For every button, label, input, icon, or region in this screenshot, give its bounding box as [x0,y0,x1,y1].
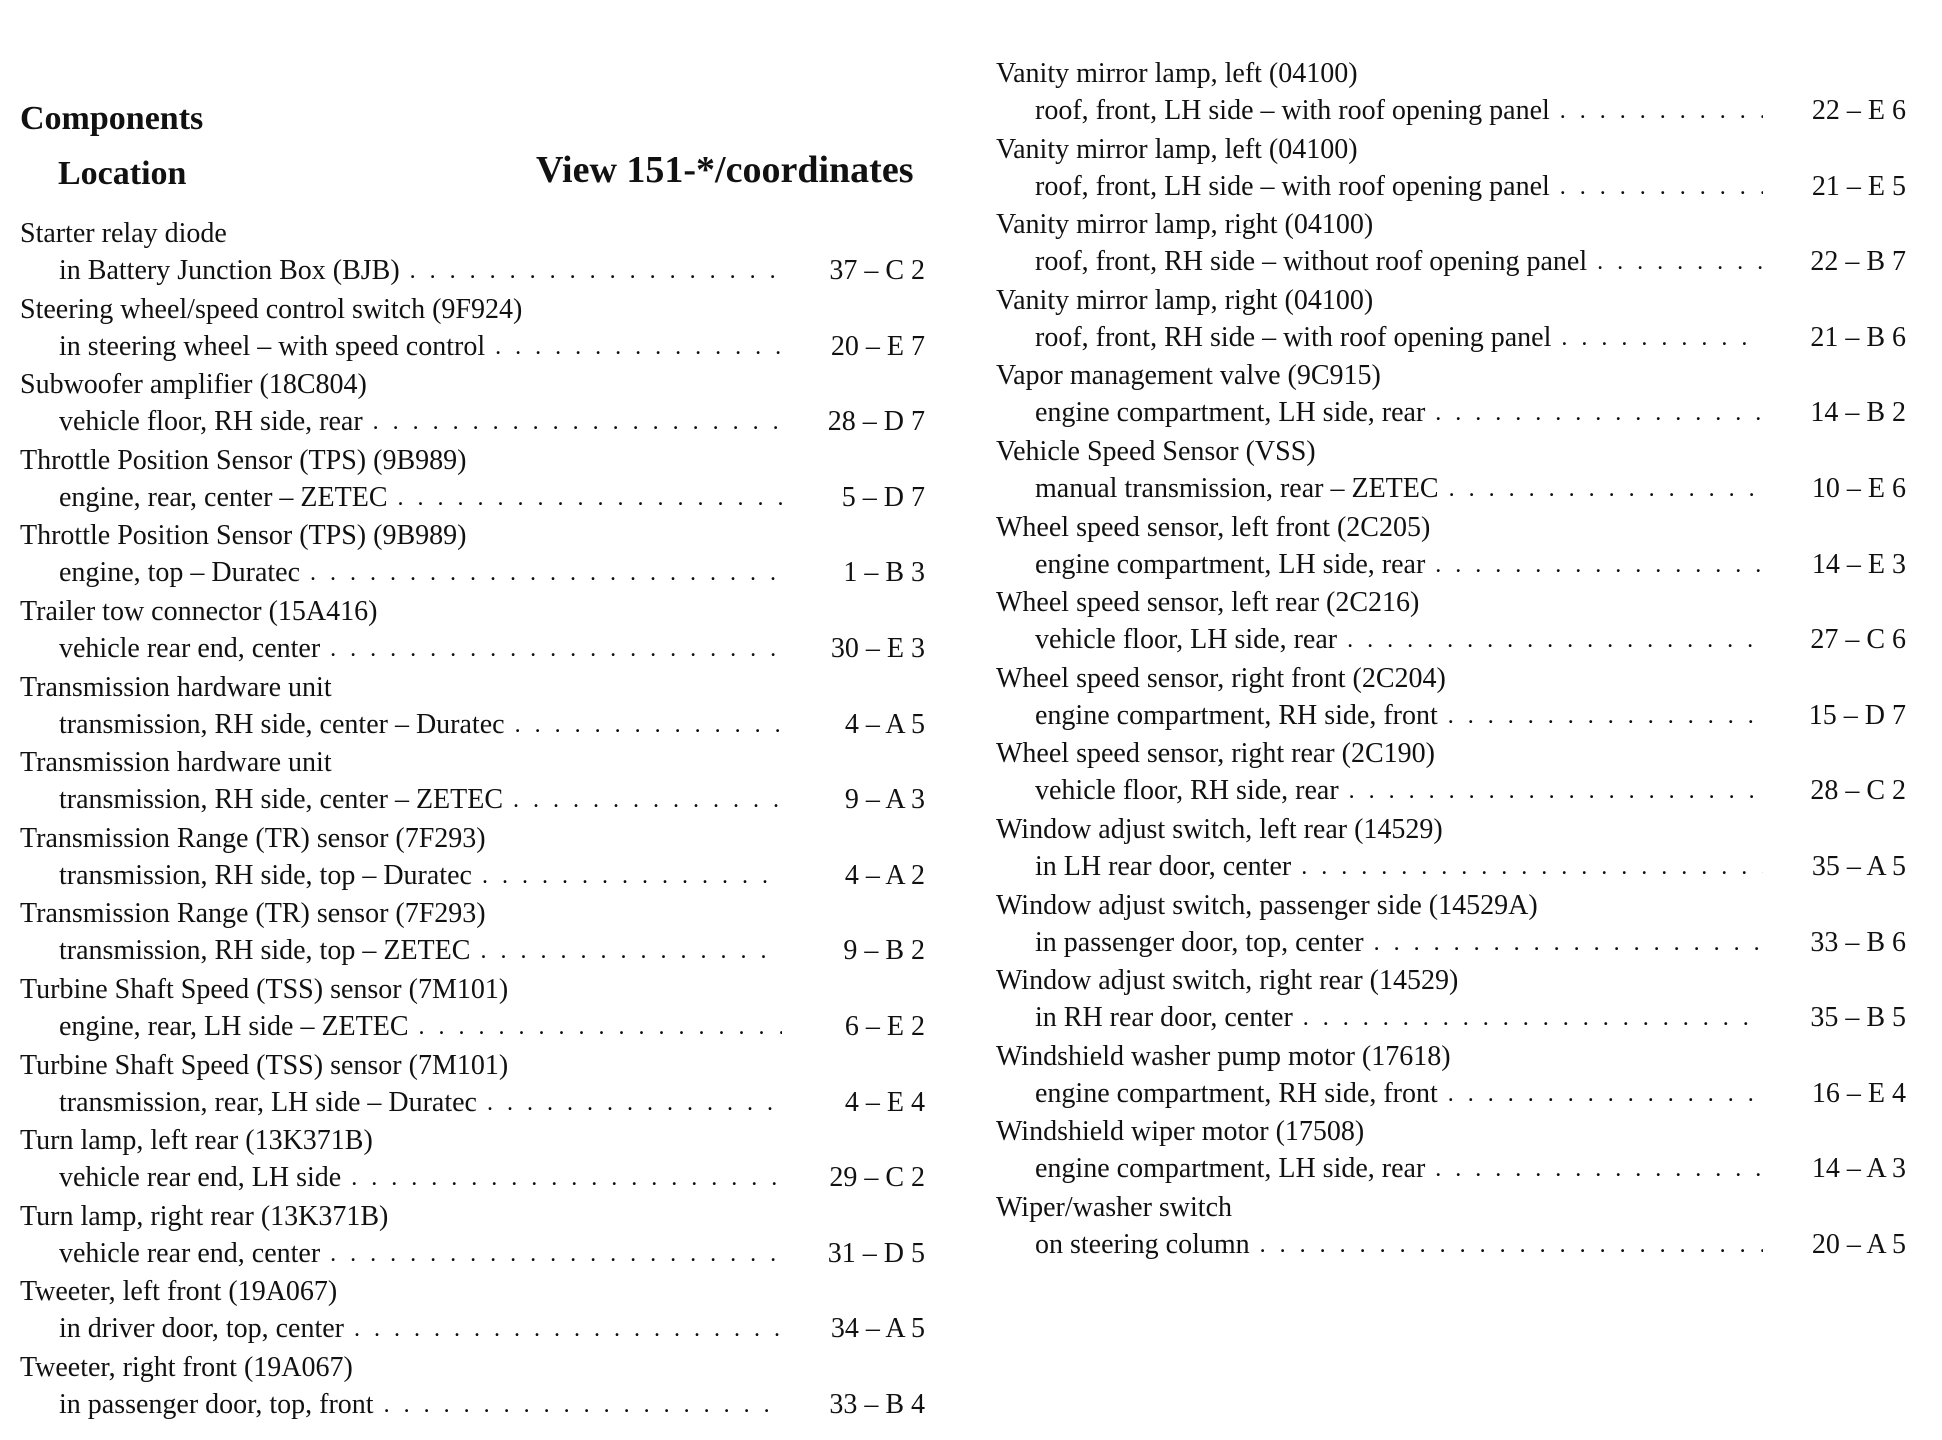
component-location: in driver door, top, center [59,1313,345,1345]
component-location: vehicle floor, LH side, rear [1035,624,1338,656]
component-entry [20,1047,925,1123]
view-coordinate: 33 – B 4 [829,1388,925,1420]
dot-leader [398,479,783,517]
dot-leader [1260,1226,1763,1264]
view-coordinate: 9 – B 2 [843,935,925,967]
dot-leader [515,706,782,744]
component-name: Starter relay diode [20,218,227,249]
view-coordinate: 1 – B 3 [843,557,925,589]
dot-leader [310,554,782,592]
component-location: in steering wheel – with speed control [59,330,486,362]
component-name: Windshield wiper motor (17508) [996,1116,1365,1148]
dot-leader [513,781,782,819]
dot-leader [384,1386,782,1424]
view-coordinate: 14 – E 3 [1811,548,1906,580]
right-entry-list [996,55,1906,1265]
component-location-row [59,252,925,290]
component-location-row [1035,999,1906,1037]
dot-leader [1449,470,1763,508]
component-name: Vanity mirror lamp, right (04100) [996,284,1374,316]
component-entry [996,887,1906,963]
view-coordinate: 21 – B 6 [1810,321,1906,353]
component-entry [996,962,1906,1038]
dot-leader [351,1159,782,1197]
component-location: vehicle rear end, center [59,1237,321,1269]
dot-leader [330,630,782,668]
dot-leader [1561,319,1763,357]
view-coordinate: 14 – B 2 [1810,397,1906,429]
dot-leader [495,328,782,366]
component-name: Turn lamp, left rear (13K371B) [20,1125,373,1157]
dot-leader [1374,924,1763,962]
component-location-row [1035,621,1906,659]
component-location: engine compartment, LH side, rear [1035,548,1426,580]
dot-leader [1303,999,1763,1037]
view-coordinate: 5 – D 7 [841,481,925,513]
component-name: Vehicle Speed Sensor (VSS) [996,435,1316,467]
dot-leader [482,857,782,895]
component-name: Wheel speed sensor, right front (2C204) [996,662,1446,694]
component-name: Steering wheel/speed control switch (9F924) [20,293,523,325]
component-entry [20,442,925,518]
component-entry [20,820,925,896]
component-location: transmission, RH side, top – Duratec [59,859,472,891]
component-name: Tweeter, right front (19A067) [20,1351,353,1383]
component-entry [20,895,925,971]
dot-leader [1349,772,1763,810]
component-name: Turbine Shaft Speed (TSS) sensor (7M101) [20,973,509,1005]
component-location: manual transmission, rear – ZETEC [1035,472,1439,504]
component-location-row [1035,1150,1906,1188]
dot-leader [1597,243,1763,281]
component-name: Window adjust switch, right rear (14529) [996,965,1459,997]
view-coordinate: 15 – D 7 [1808,699,1906,731]
component-entry [996,1038,1906,1114]
component-location: roof, front, RH side – without roof opening panel [1035,246,1588,278]
dot-leader [410,252,782,290]
component-name: Wiper/washer switch [996,1191,1233,1223]
component-entry [996,509,1906,585]
component-entry [996,660,1906,736]
component-entry [996,282,1906,358]
component-location: transmission, rear, LH side – Duratec [59,1086,477,1118]
component-entry [20,669,925,745]
view-coordinate: 35 – A 5 [1811,850,1906,882]
component-location: transmission, RH side, top – ZETEC [59,935,471,967]
component-name: Transmission Range (TR) sensor (7F293) [20,822,486,854]
component-entry [996,131,1906,207]
component-entry [996,735,1906,811]
dot-leader [354,1310,782,1348]
component-location-row [59,630,925,668]
component-name: Vanity mirror lamp, left (04100) [996,133,1358,165]
component-name: Throttle Position Sensor (TPS) (9B989) [20,520,467,552]
component-location: in LH rear door, center [1035,850,1292,882]
component-name: Transmission Range (TR) sensor (7F293) [20,898,486,930]
view-coordinate: 37 – C 2 [829,255,925,286]
component-entry [20,1349,925,1425]
component-location: vehicle rear end, center [59,632,321,664]
component-location-row [1035,243,1906,281]
component-entry [20,291,925,367]
dot-leader [1435,546,1763,584]
component-location: engine compartment, RH side, front [1035,1077,1438,1109]
component-location: in passenger door, top, front [59,1388,374,1420]
component-name: Wheel speed sensor, left rear (2C216) [996,587,1420,619]
view-coordinate: 28 – C 2 [1810,775,1906,807]
component-entry [20,1122,925,1198]
dot-leader [419,1008,782,1046]
component-name: Wheel speed sensor, left front (2C205) [996,511,1431,543]
component-name: Turn lamp, right rear (13K371B) [20,1200,389,1232]
view-coordinate: 20 – E 7 [830,330,925,362]
component-name: Window adjust switch, left rear (14529) [996,813,1443,845]
component-location-row [59,1159,925,1197]
component-location: engine compartment, LH side, rear [1035,397,1426,429]
view-coordinate: 35 – B 5 [1810,1002,1906,1034]
component-location-row [59,328,925,366]
component-name: Wheel speed sensor, right rear (2C190) [996,738,1435,770]
component-location-row [59,1235,925,1273]
component-location: vehicle floor, RH side, rear [59,406,363,438]
view-coordinate: 14 – A 3 [1811,1153,1906,1185]
component-location-row [59,781,925,819]
dot-leader [1560,92,1763,130]
component-name: Vanity mirror lamp, left (04100) [996,58,1358,89]
view-coordinate: 22 – E 6 [1811,95,1906,126]
component-entry [20,971,925,1047]
view-coordinate: 4 – A 2 [844,859,925,891]
component-entry [996,206,1906,282]
component-location: transmission, RH side, center – ZETEC [59,784,504,816]
component-entry [996,811,1906,887]
component-location: engine compartment, RH side, front [1035,699,1438,731]
location-column-header: Location [58,155,187,192]
component-name: Tweeter, left front (19A067) [20,1276,338,1308]
component-location: transmission, RH side, center – Duratec [59,708,505,740]
component-entry [20,593,925,669]
component-name: Windshield washer pump motor (17618) [996,1040,1451,1072]
component-name: Subwoofer amplifier (18C804) [20,369,367,401]
component-location-row [1035,319,1906,357]
component-name: Throttle Position Sensor (TPS) (9B989) [20,444,467,476]
component-name: Vapor management valve (9C915) [996,360,1381,392]
dot-leader [1560,168,1763,206]
dot-leader [480,932,782,970]
component-location: engine compartment, LH side, rear [1035,1153,1426,1185]
component-location-row [1035,92,1906,130]
dot-leader [1347,621,1763,659]
component-location: in RH rear door, center [1035,1002,1293,1034]
component-location-row [1035,394,1906,432]
dot-leader [1435,1150,1763,1188]
component-location-row [1035,168,1906,206]
component-entry [20,1273,925,1349]
component-location: roof, front, LH side – with roof opening panel [1035,95,1550,126]
dot-leader [1448,697,1763,735]
component-location: roof, front, LH side – with roof opening panel [1035,170,1550,202]
dot-leader [487,1084,782,1122]
component-location-row [1035,1226,1906,1264]
view-coordinate: 33 – B 6 [1810,926,1906,958]
component-name: Transmission hardware unit [20,671,332,703]
view-coordinate: 4 – E 4 [844,1086,925,1118]
component-location-row [59,1008,925,1046]
component-location: in Battery Junction Box (BJB) [59,255,400,286]
view-coordinate: 30 – E 3 [830,632,925,664]
component-name: Turbine Shaft Speed (TSS) sensor (7M101) [20,1049,509,1081]
component-entry [20,517,925,593]
section-title: Components [20,100,204,137]
component-location-row [1035,924,1906,962]
component-name: Window adjust switch, passenger side (14529A) [996,889,1538,921]
view-coordinate: 6 – E 2 [844,1010,925,1042]
view-coordinate: 4 – A 5 [844,708,925,740]
view-coordinate: 34 – A 5 [830,1313,925,1345]
component-location-row [59,706,925,744]
component-location-row [59,1310,925,1348]
view-coordinate: 21 – E 5 [1811,170,1906,202]
view-coordinate: 22 – B 7 [1810,246,1906,278]
view-coordinates-column-header: View 151-*/coordinates [536,149,914,191]
component-entry [996,55,1906,131]
component-entry [996,1113,1906,1189]
component-location-row [1035,470,1906,508]
component-entry [996,1189,1906,1265]
component-entry [996,584,1906,660]
component-location-row [1035,1075,1906,1113]
component-location-row [59,479,925,517]
view-coordinate: 20 – A 5 [1811,1228,1906,1260]
dot-leader [1301,848,1763,886]
component-entry [20,215,925,291]
component-location-row [59,554,925,592]
component-location-row [1035,546,1906,584]
component-location-row [59,1084,925,1122]
component-entry [20,744,925,820]
component-location: engine, top – Duratec [59,557,301,589]
view-coordinate: 28 – D 7 [827,406,925,438]
dot-leader [330,1235,782,1273]
component-location-row [1035,772,1906,810]
view-coordinate: 16 – E 4 [1811,1077,1906,1109]
view-coordinate: 27 – C 6 [1810,624,1906,656]
component-location: engine, rear, LH side – ZETEC [59,1010,409,1042]
component-name: Trailer tow connector (15A416) [20,595,378,627]
dot-leader [1448,1075,1763,1113]
component-location: in passenger door, top, center [1035,926,1364,958]
component-location-row [59,403,925,441]
component-entry [20,1198,925,1274]
component-entry [996,357,1906,433]
component-location-row [59,857,925,895]
view-coordinate: 10 – E 6 [1811,472,1906,504]
component-location: vehicle rear end, LH side [59,1162,342,1194]
component-location: on steering column [1035,1228,1250,1260]
component-location-row [59,1386,925,1424]
component-name: Transmission hardware unit [20,747,332,779]
component-location: engine, rear, center – ZETEC [59,481,388,513]
component-location: vehicle floor, RH side, rear [1035,775,1339,807]
view-coordinate: 29 – C 2 [829,1162,925,1194]
view-coordinate: 9 – A 3 [844,784,925,816]
dot-leader [1435,394,1763,432]
component-location-row [1035,848,1906,886]
dot-leader [373,403,782,441]
component-name: Vanity mirror lamp, right (04100) [996,209,1374,241]
component-location-row [59,932,925,970]
component-entry [996,433,1906,509]
component-entry [20,366,925,442]
component-location-row [1035,697,1906,735]
view-coordinate: 31 – D 5 [827,1237,925,1269]
component-location: roof, front, RH side – with roof opening panel [1035,321,1552,353]
left-entry-list [20,215,925,1425]
